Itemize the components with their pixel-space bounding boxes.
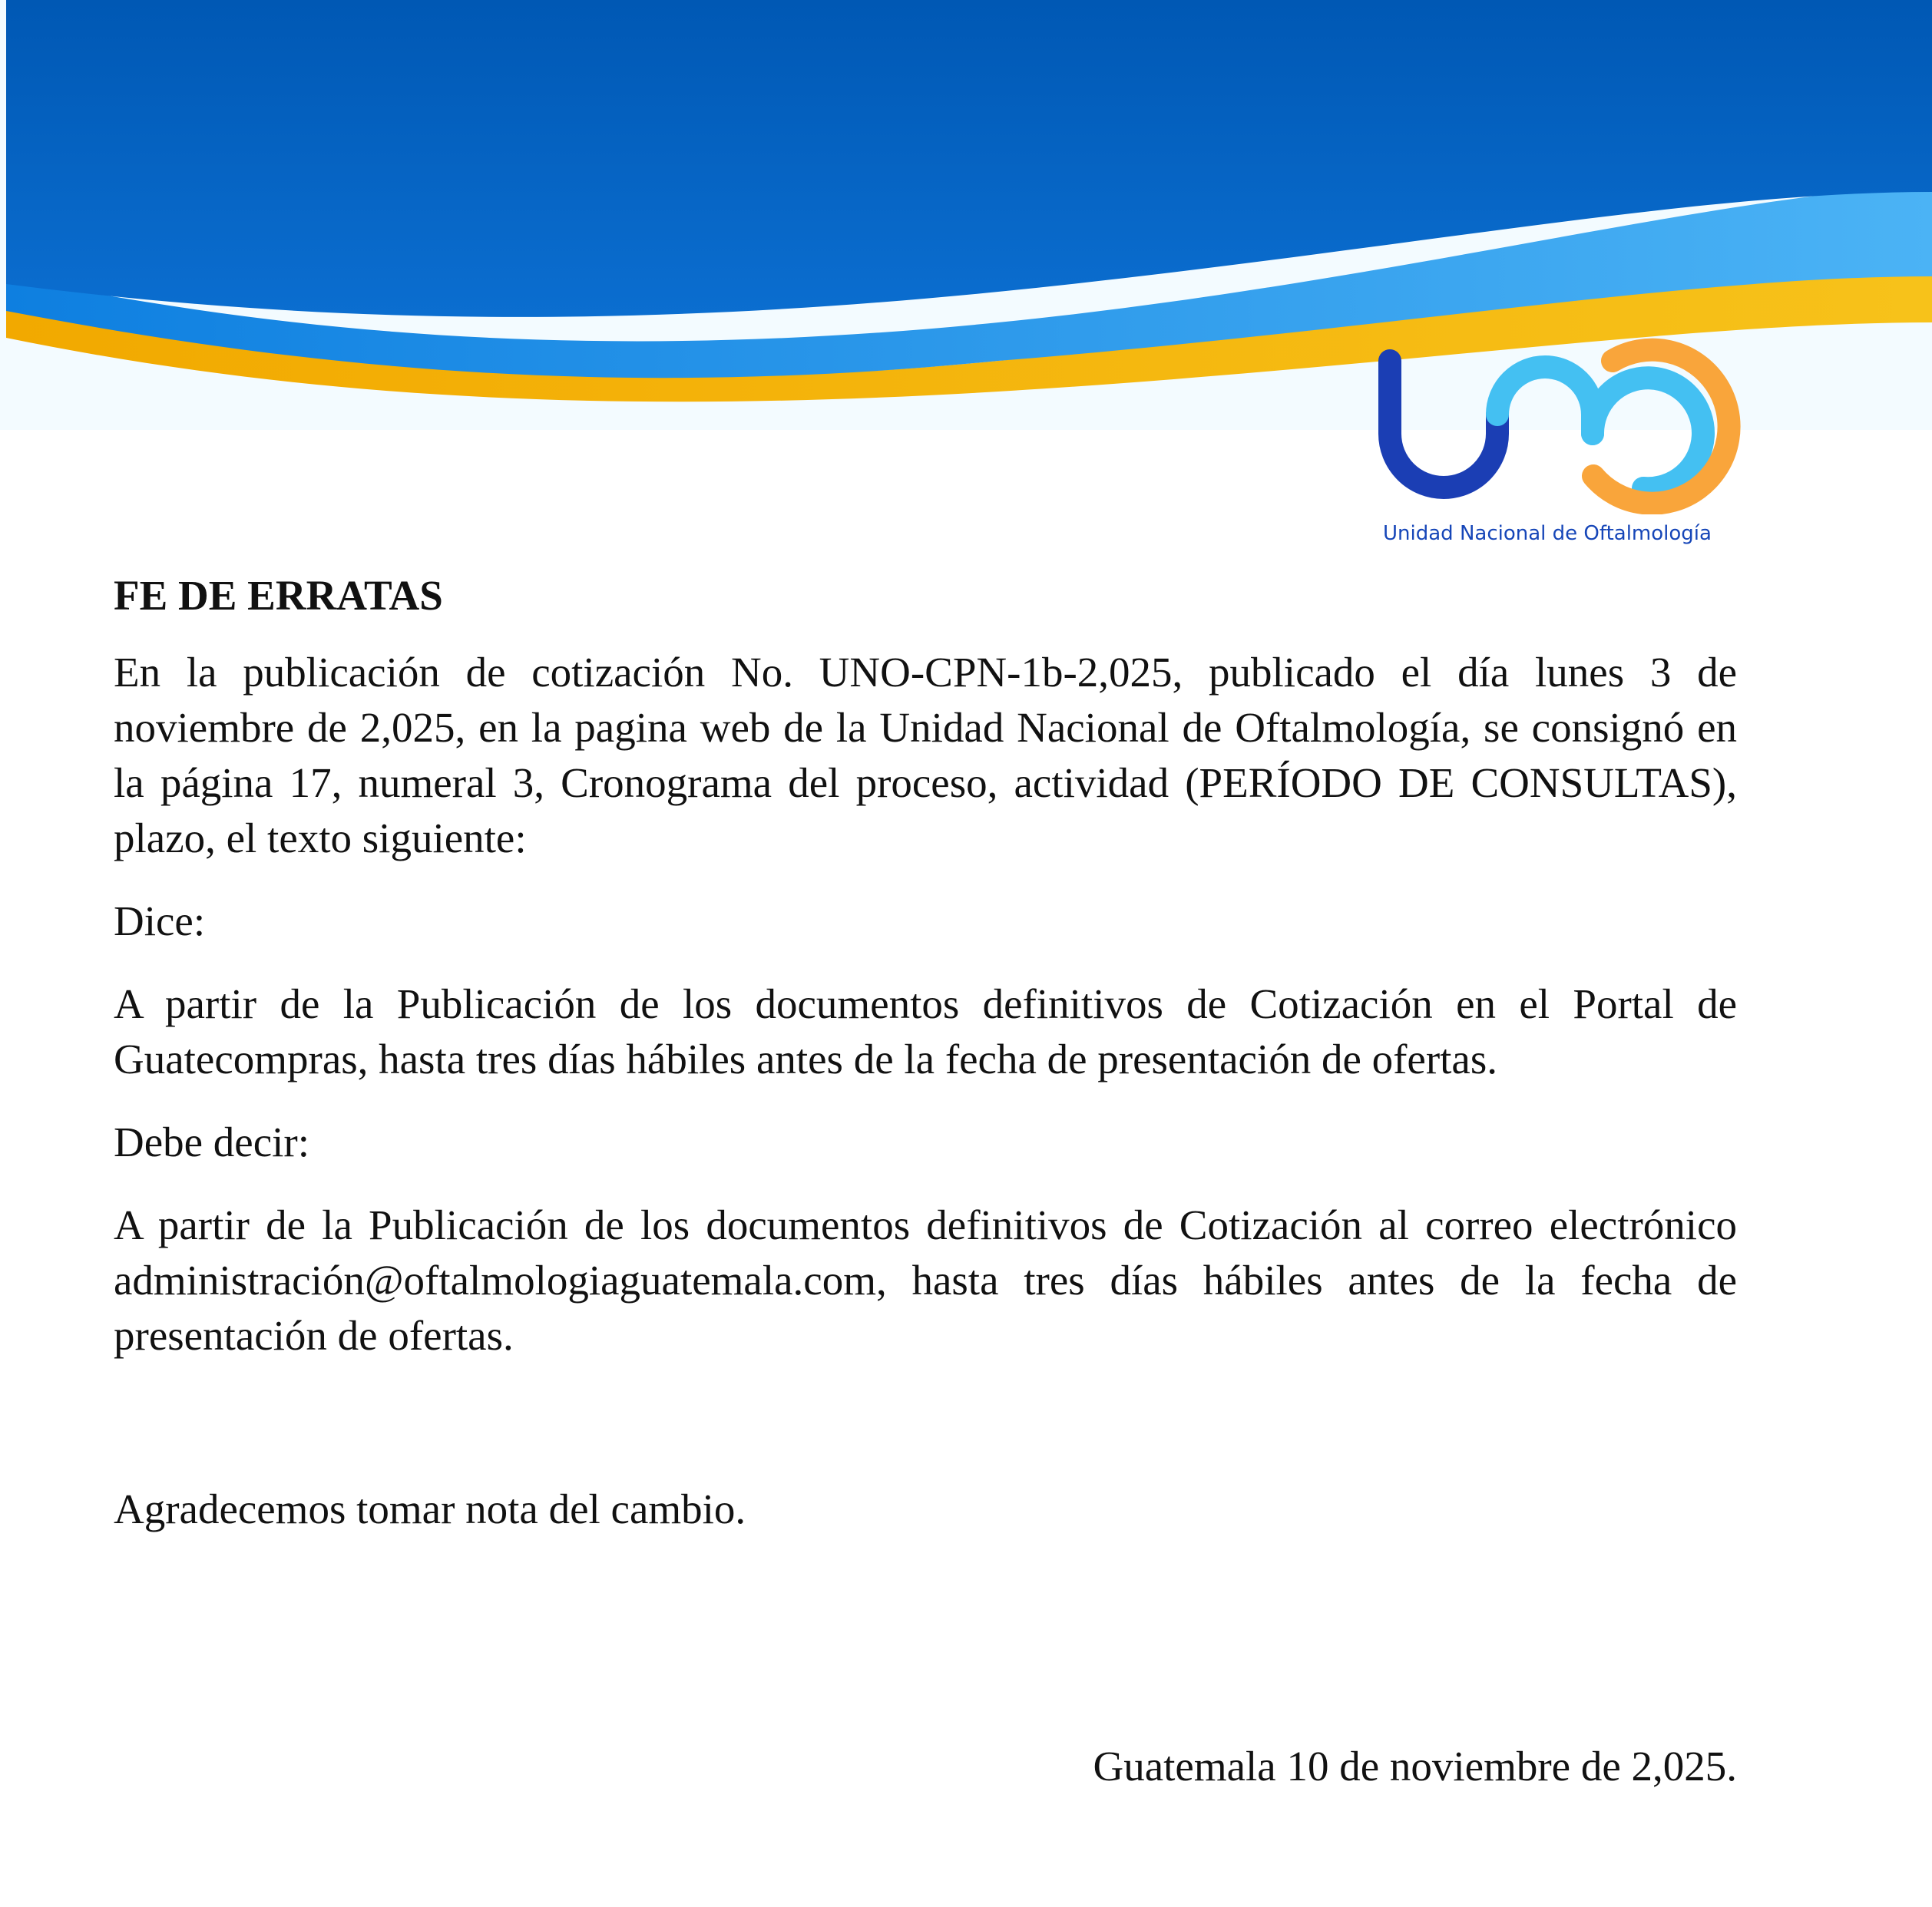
closing-line: Agradecemos tomar nota del cambio. [114, 1486, 746, 1532]
dice-label: Dice: [114, 897, 206, 944]
document-body [114, 568, 1737, 1391]
date-line: Guatemala 10 de noviembre de 2,025. [1093, 1743, 1737, 1790]
debe-decir-label: Debe decir: [114, 1119, 309, 1165]
dice-paragraph: A partir de la Publicación de los documentos definitivos de Cotización en el Portal de Guatecompras, hasta tres días hábiles antes de la fecha de presentación de ofertas. [114, 980, 1737, 1082]
intro-paragraph: En la publicación de cotización No. UNO-CPN-1b-2,025, publicado el día lunes 3 de noviembre de 2,025, en la pagina web de la Unidad Nacional de Oftalmología, se consignó en la página 17, numeral 3, Cronograma del proceso, actividad (PERÍODO DE CONSULTAS), plazo, el texto siguiente: [114, 649, 1737, 861]
debe-decir-paragraph: A partir de la Publicación de los documentos definitivos de Cotización al correo electrónico administración@oftalmologiaguatemala.com, hasta tres días hábiles antes de la fecha de presentación de ofertas. [114, 1201, 1737, 1359]
logo-caption: Unidad Nacional de Oftalmología [1383, 522, 1712, 545]
document-title: FE DE ERRATAS [114, 572, 443, 619]
